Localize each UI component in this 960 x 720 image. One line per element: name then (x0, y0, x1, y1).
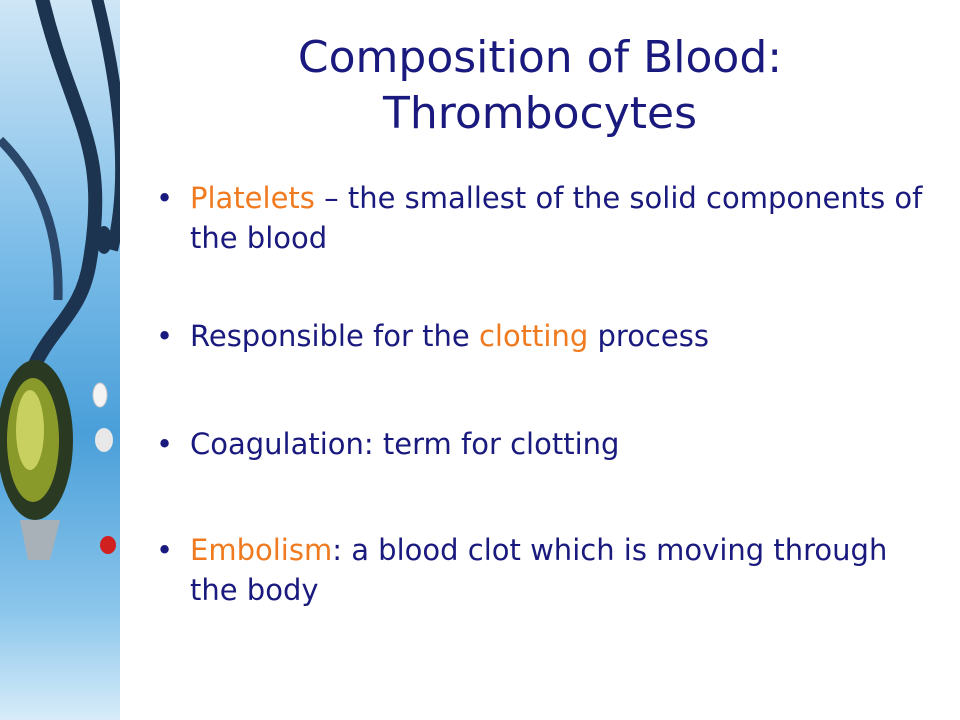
bullet-text: process (588, 319, 709, 353)
bullet-dot-icon: • (156, 181, 174, 215)
bullet-text: Responsible for the (190, 319, 479, 353)
bullet-list (154, 178, 934, 610)
bullet-item (154, 316, 934, 356)
slide-title-line-1: Composition of Blood: (297, 32, 783, 83)
bullet-dot-icon: • (156, 427, 174, 461)
bullet-item (154, 530, 934, 610)
bullet-dot-icon: • (156, 319, 174, 353)
bullet-text: Coagulation: term for clotting (190, 427, 620, 461)
slide-content (120, 0, 960, 720)
slide-title (120, 30, 960, 142)
bullet-highlight: Platelets (190, 181, 315, 215)
sidebar-stethoscope-image (0, 0, 120, 720)
bullet-highlight: clotting (478, 319, 589, 353)
stethoscope-image (0, 0, 120, 720)
bullet-highlight: Embolism (190, 533, 333, 567)
bullet-item (154, 424, 934, 464)
bullet-dot-icon: • (156, 533, 174, 567)
bullet-text: : a blood clot which is moving through the body (190, 533, 888, 607)
slide-title-line-2: Thrombocytes (383, 88, 697, 139)
bullet-item (154, 178, 934, 258)
bullet-text: – the smallest of the solid components of the blood (190, 181, 923, 255)
